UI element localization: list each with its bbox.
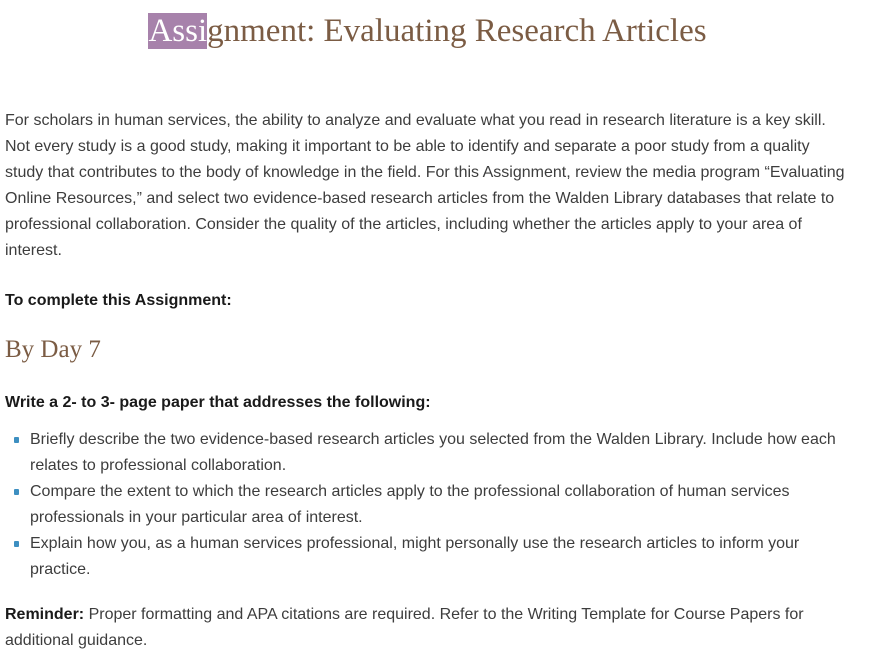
page-title-text: gnment: Evaluating Research Articles <box>207 13 707 49</box>
assignment-page <box>0 8 878 664</box>
bullet-icon <box>14 541 19 547</box>
to-complete-heading: To complete this Assignment: <box>5 292 232 309</box>
list-item <box>5 531 850 583</box>
selected-text-highlight: Assi <box>148 13 208 49</box>
reminder-label: Reminder: <box>5 606 85 623</box>
page-title <box>5 8 850 54</box>
intro-paragraph: For scholars in human services, the ability to analyze and evaluate what you read in research literature is a key skill. Not every study is a good study, making it important to be able to identify and separate a poor study from a quality study that contributes to the body of knowledge in the field. For this Assignment, review the media program “Evaluating Online Resources,” and select two evidence-based research articles from the Walden Library databases that relate to professional collaboration. Consider the quality of the articles, including whether the articles apply to your area of interest. <box>5 112 845 259</box>
bullet-icon <box>14 489 19 495</box>
reminder-paragraph <box>5 602 850 654</box>
list-item <box>5 427 850 479</box>
write-prompt-heading: Write a 2- to 3- page paper that addresses the following: <box>5 394 431 411</box>
list-item-text: Explain how you, as a human services professional, might personally use the research articles to inform your practice. <box>30 535 800 578</box>
requirements-list <box>5 427 850 583</box>
list-item <box>5 479 850 531</box>
list-item-text: Compare the extent to which the research articles apply to the professional collaboration of human services professionals in your particular area of interest. <box>30 483 790 526</box>
reminder-text: Proper formatting and APA citations are required. Refer to the Writing Template for Course Papers for additional guidance. <box>5 606 804 649</box>
bullet-icon <box>14 437 19 443</box>
list-item-text: Briefly describe the two evidence-based research articles you selected from the Walden Library. Include how each relates to professional collaboration. <box>30 431 836 474</box>
by-day-heading: By Day 7 <box>5 336 101 363</box>
